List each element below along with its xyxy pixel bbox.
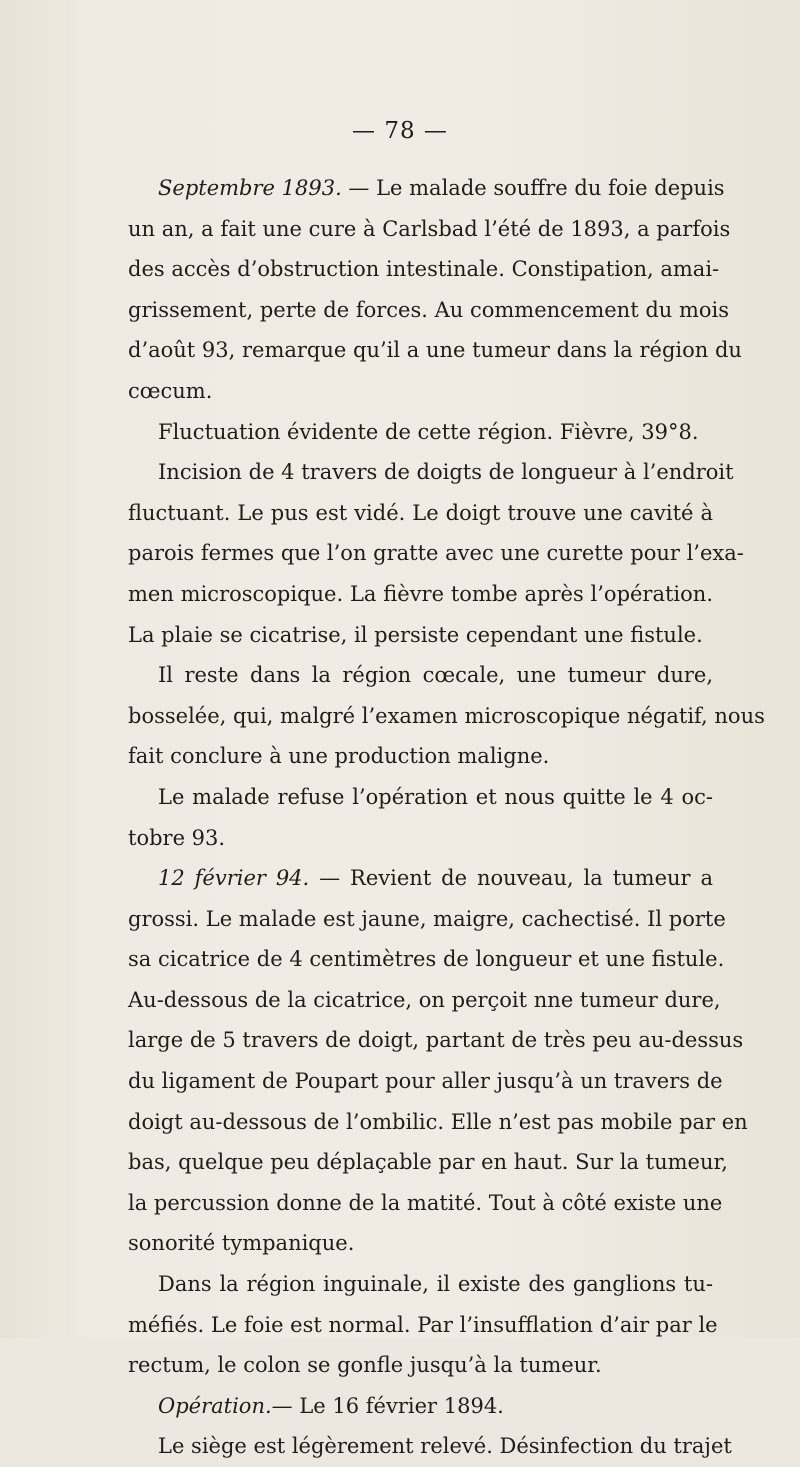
text-line: méfiés. Le foie est normal. Par l’insufflation d’air par le xyxy=(128,1312,718,1337)
text-line: Septembre 1893. — Le malade souffre du foie depuis xyxy=(158,176,725,200)
text-line: Fluctuation évidente de cette région. Fièvre, 39°8. xyxy=(158,419,699,444)
text-line: sonorité tympanique. xyxy=(128,1231,355,1256)
text-line: large de 5 travers de doigt, partant de très peu au-dessus xyxy=(128,1028,744,1053)
text-line: Dans la région inguinale, il existe des ganglions tu- xyxy=(158,1272,713,1297)
text-line: parois fermes que l’on gratte avec une curette pour l’exa- xyxy=(128,541,744,566)
text-line: Au-dessous de la cicatrice, on perçoit nne tumeur dure, xyxy=(128,987,721,1012)
text-line: 12 février 94. — Revient de nouveau, la tumeur a xyxy=(158,866,714,891)
text-line: Incision de 4 travers de doigts de longueur à l’endroit xyxy=(158,460,734,485)
text-line: tobre 93. xyxy=(128,825,226,850)
text-line: d’août 93, remarque qu’il a une tumeur dans la région du xyxy=(128,338,742,363)
text-line: Il reste dans la région cœcale, une tumeur dure, xyxy=(158,663,713,688)
text-line: bosselée, qui, malgré l’examen microscopique négatif, nous xyxy=(128,703,765,728)
text-line: fluctuant. Le pus est vidé. Le doigt trouve une cavité à xyxy=(128,500,713,525)
text-line: du ligament de Poupart pour aller jusqu’à un travers de xyxy=(128,1069,723,1094)
date-heading: 12 février 94. xyxy=(158,866,310,891)
text-line: cœcum. xyxy=(128,378,213,403)
date-heading: Septembre 1893. xyxy=(158,176,342,200)
text-line: des accès d’obstruction intestinale. Constipation, amai- xyxy=(128,257,720,282)
text-line: fait conclure à une production maligne. xyxy=(128,744,550,769)
text-line: sa cicatrice de 4 centimètres de longueur et une fistule. xyxy=(128,947,725,972)
text-line: grissement, perte de forces. Au commencement du mois xyxy=(128,297,730,322)
text-line: Opération.— Le 16 février 1894. xyxy=(158,1393,504,1418)
text-line: Le siège est légèrement relevé. Désinfection du trajet xyxy=(158,1434,732,1459)
text-line: La plaie se cicatrise, il persiste cependant une fistule. xyxy=(128,622,703,647)
text-line: un an, a fait une cure à Carlsbad l’été de 1893, a parfois xyxy=(128,216,731,241)
section-heading: Opération. xyxy=(158,1393,272,1418)
text-line: doigt au-dessous de l’ombilic. Elle n’est pas mobile par en xyxy=(128,1109,748,1134)
text-line: grossi. Le malade est jaune, maigre, cachectisé. Il porte xyxy=(128,906,726,931)
body-text xyxy=(128,168,765,1467)
page-number: — 78 — xyxy=(352,118,448,144)
text-line: la percussion donne de la matité. Tout à côté existe une xyxy=(128,1190,723,1215)
text-line: bas, quelque peu déplaçable par en haut. Sur la tumeur, xyxy=(128,1150,728,1175)
text-line: men microscopique. La fièvre tombe après l’opération. xyxy=(128,581,713,606)
text-line: rectum, le colon se gonfle jusqu’à la tumeur. xyxy=(128,1353,602,1378)
text-line: Le malade refuse l’opération et nous quitte le 4 oc- xyxy=(158,784,713,809)
